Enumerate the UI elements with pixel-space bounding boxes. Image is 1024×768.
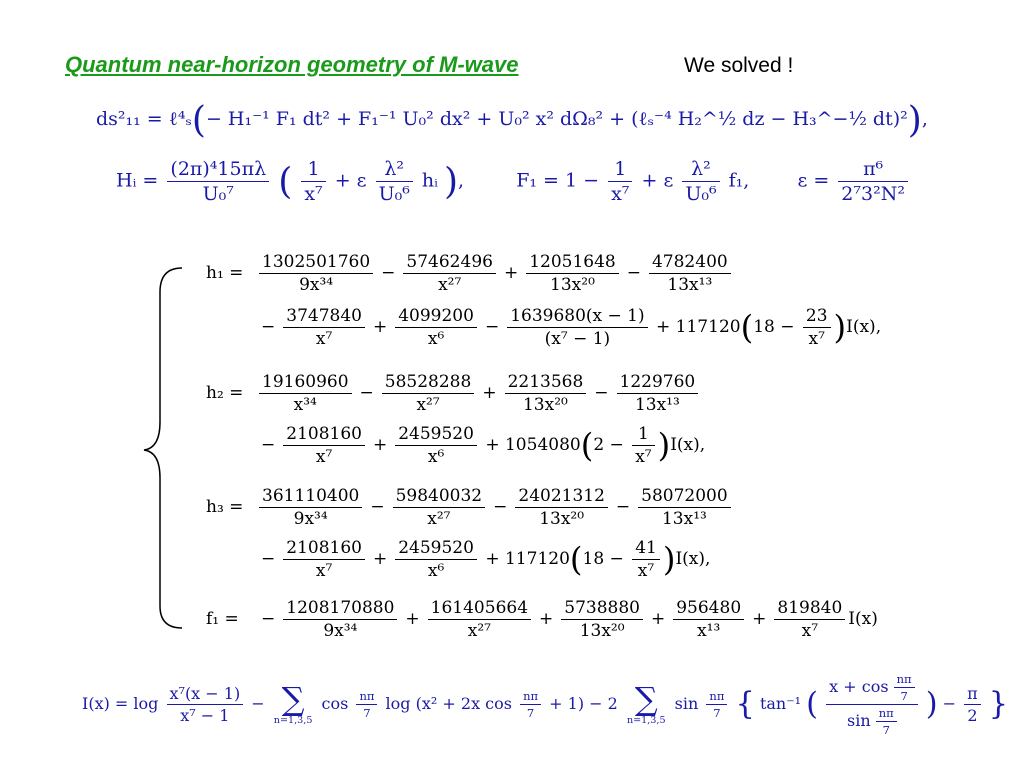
metric-line: ds²₁₁ = ℓ⁴ₛ(− H₁⁻¹ F₁ dt² + F₁⁻¹ U₀² dx² + U₀² x² dΩ₈² + (ℓₛ⁻⁴ H₂^½ dz − H₃^−½ dt)²), [96,98,928,141]
epsilon-lhs: ε = [797,169,830,192]
Hi-term1: $\frac{1}{\text{x⁷}}$ [301,158,325,205]
f1-row: f₁ = − $\frac{1208170880}{\text{9x³⁴}}$ + $\frac{161405664}{\text{x²⁷}}$ + $\frac{5738880}{\text{13x²⁰}}$ + $\frac{956480}{\text{x¹³}}$ + $\frac{819840}{\text{x⁷}}$ I(x) [206,598,878,641]
operator: + [405,609,420,629]
operator: − [381,263,396,283]
fraction-term: $\frac{819840}{\text{x⁷}}$ [774,598,845,641]
h2-lhs: h₂ = [206,383,244,403]
curly-brace [140,262,190,632]
fraction-term: $\frac{57462496}{\text{x²⁷}}$ [403,252,496,295]
fraction-term: $\frac{58528288}{\text{x²⁷}}$ [382,372,475,415]
metric-tail: , [921,108,928,130]
fraction-term: $\frac{4099200}{\text{x⁶}}$ [395,306,477,349]
h2-row1 [206,372,701,415]
fraction-term: $\frac{1229760}{\text{13x¹³}}$ [617,372,699,415]
harmonic-functions-line: Hᵢ = $\frac{\text{(2π)⁴15πλ}}{\text{U₀⁷}}$ ( $\frac{1}{\text{x⁷}}$ + ε $\frac{\text{λ²}}{\text{U₀⁶}}$ hᵢ ), F₁ = 1 − $\frac{1}{\text{x⁷}}$ + ε $\frac{\text{λ²}}{\text{U₀⁶}}$ f₁, ε = $\frac{\text{π⁶}}{\text{2⁷3²N²}}$ [116,158,911,205]
h1-row1-terms [256,252,734,295]
operator: + [752,609,767,629]
Hi-lhs: Hᵢ = [116,169,159,192]
fraction-term: $\frac{1302501760}{\text{9x³⁴}}$ [259,252,373,295]
fraction-term: $\frac{2108160}{\text{x⁷}}$ [283,538,365,581]
operator: − [493,497,508,517]
fraction-term: $\frac{3747840}{\text{x⁷}}$ [283,306,365,349]
operator: + [372,435,388,455]
fraction-term: $\frac{361110400}{\text{9x³⁴}}$ [259,486,362,529]
fraction-term: $\frac{59840032}{\text{x²⁷}}$ [393,486,486,529]
operator: − [484,317,500,337]
f1-lhs: f₁ = [206,609,239,629]
h1-lhs: h₁ = [206,263,244,283]
fraction-term: $\frac{19160960}{\text{x³⁴}}$ [259,372,352,415]
h2-row2: − $\frac{2108160}{\text{x⁷}}$ + $\frac{2459520}{\text{x⁶}}$ + 1054080(2 − $\frac{1}{\text{x⁷}}$ )I(x), [261,424,706,467]
fraction-term: $\frac{1639680(x - 1)}{\text{(x⁷ − 1)}}$ [507,306,647,349]
F1-term2: $\frac{\text{λ²}}{\text{U₀⁶}}$ [682,158,719,205]
Hi-term2: $\frac{\text{λ²}}{\text{U₀⁶}}$ [376,158,413,205]
operator: + [372,549,388,569]
operator: − [615,497,631,517]
fraction-term: $\frac{24021312}{\text{13x²⁰}}$ [515,486,608,529]
fraction-term: $\frac{2459520}{\text{x⁶}}$ [395,538,477,581]
fraction-term: $\frac{58072000}{\text{13x¹³}}$ [638,486,731,529]
fraction-term: $\frac{2213568}{\text{13x²⁰}}$ [505,372,587,415]
h3-row2: − $\frac{2108160}{\text{x⁷}}$ + $\frac{2459520}{\text{x⁶}}$ + 117120(18 − $\frac{41}{\text{x⁷}}$ )I(x), [261,538,711,581]
h3-row1 [206,486,734,529]
operator: − [359,383,374,403]
metric-body: − H₁⁻¹ F₁ dt² + F₁⁻¹ U₀² dx² + U₀² x² dΩ₈² + (ℓₛ⁻⁴ H₂^½ dz − H₃^−½ dt)² [205,108,908,130]
operator: − [370,497,385,517]
integral-definition: I(x) = log $\frac{\text{x⁷(x − 1)}}{\text{x⁷ − 1}}$ − ∑ n=1,3,5 cos $\frac{n\pi}{7}$ log (x² + 2x cos $\frac{n\pi}{7}$ + 1) − 2 ∑ n=1,3,5 sin $\frac{n\pi}{7}$ { tan⁻¹ ( x + cos $\frac{n\pi}{7}$ sin $\frac{n\pi}{7}$ ) − $\frac{\pi}{2}$ } [82,672,1009,737]
operator: − [594,383,609,403]
fraction-term: $\frac{4782400}{\text{13x¹³}}$ [649,252,731,295]
operator: − [261,435,276,455]
fraction-term: $\frac{161405664}{\text{x²⁷}}$ [428,598,531,641]
operator: + [539,609,554,629]
fraction-term: $\frac{1208170880}{\text{9x³⁴}}$ [283,598,397,641]
fraction-term: $\frac{2459520}{\text{x⁶}}$ [395,424,477,467]
Hi-prefactor: $\frac{\text{(2π)⁴15πλ}}{\text{U₀⁷}}$ [167,158,269,205]
fraction-term: $\frac{5738880}{\text{13x²⁰}}$ [561,598,643,641]
epsilon-value: $\frac{\text{π⁶}}{\text{2⁷3²N²}}$ [838,158,908,205]
F1-term1: $\frac{1}{\text{x⁷}}$ [608,158,632,205]
operator: + [503,263,519,283]
fraction-term: $\frac{12051648}{\text{13x²⁰}}$ [526,252,619,295]
fraction-term: $\frac{2108160}{\text{x⁷}}$ [283,424,365,467]
operator: + [372,317,388,337]
h1-row1 [206,252,734,295]
h1-row2: − $\frac{3747840}{\text{x⁷}}$ + $\frac{4099200}{\text{x⁶}}$ − $\frac{1639680(x - 1)}{\text{(x⁷ − 1)}}$ + 117120(18 − $\frac{23}{\text{x⁷}}$ )I(x), [261,306,882,349]
slide-title: Quantum near-horizon geometry of M-wave [65,52,519,77]
operator: − [261,317,276,337]
operator: − [261,549,276,569]
fraction-term: $\frac{956480}{\text{x¹³}}$ [673,598,744,641]
operator: − [626,263,641,283]
h3-lhs: h₃ = [206,497,244,517]
F1-lhs: F₁ = 1 − [516,169,600,192]
status-text: We solved ! [684,54,794,77]
operator: + [482,383,497,403]
operator: − [261,609,276,629]
metric-lhs: ds²₁₁ = ℓ⁴ₛ [96,108,192,130]
operator: + [650,609,666,629]
